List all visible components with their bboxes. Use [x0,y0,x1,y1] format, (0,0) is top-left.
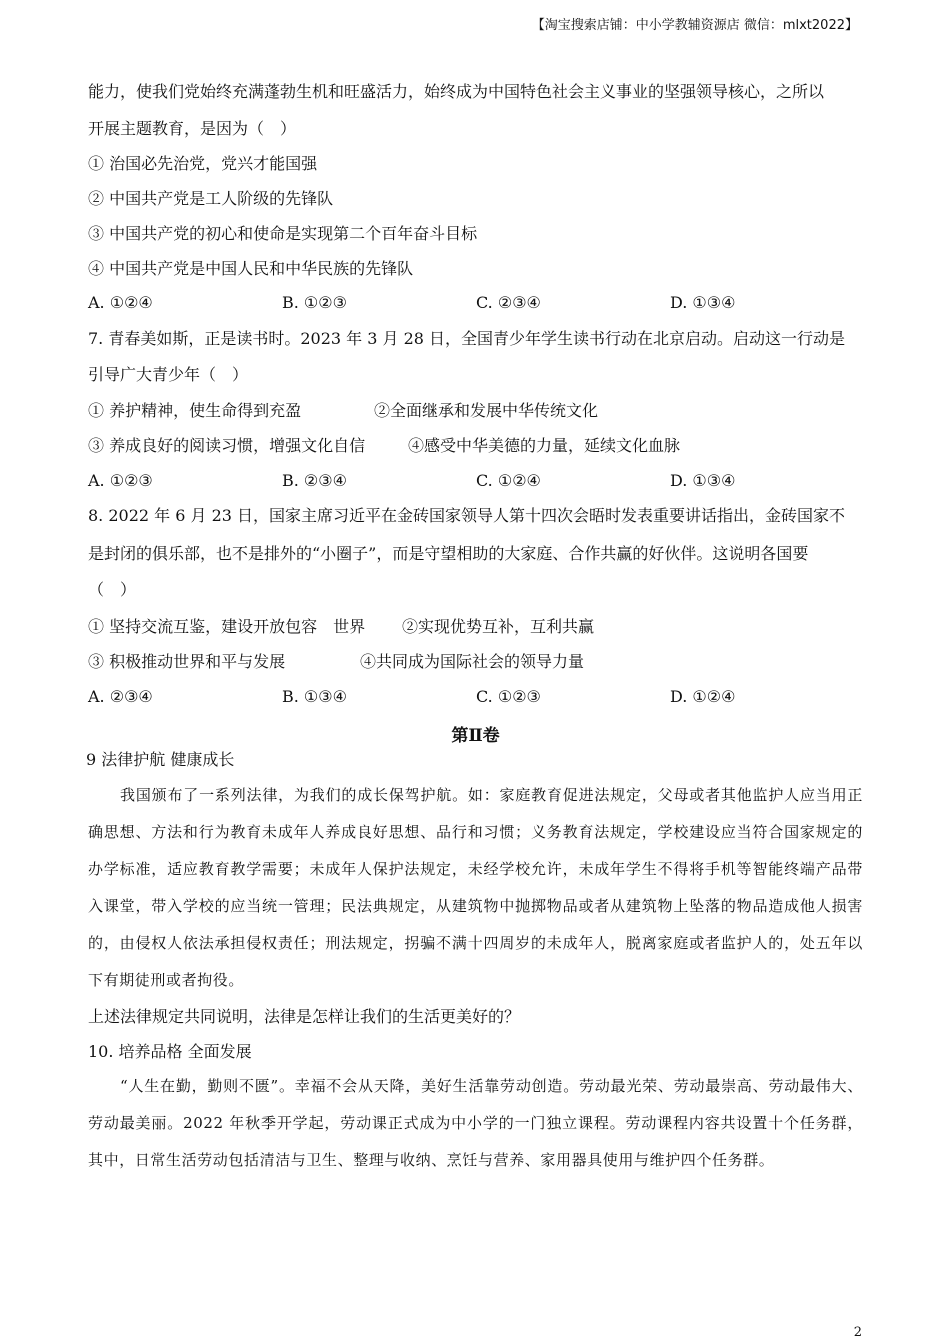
q6-option-c[interactable]: C. ②③④ [476,293,541,312]
q8-option-b[interactable]: B. ①③④ [282,687,347,706]
page-header: 【淘宝搜索店铺：中小学教辅资源店 微信：mlxt2022】 [531,18,858,33]
q7-item-4: ④感受中华美德的力量，延续文化血脉 [408,436,681,455]
q7-option-a[interactable]: A. ①②③ [88,471,153,490]
q9-title: 9 法律护航 健康成长 [86,750,235,769]
q8-item-4: ④共同成为国际社会的领导力量 [360,652,585,671]
q10-title: 10. 培养品格 全面发展 [88,1042,252,1061]
q6-stem-line2: 开展主题教育，是因为（ ） [88,119,297,138]
q7-stem-line2: 引导广大青少年（ ） [88,365,249,384]
page-number: 2 [853,1325,862,1340]
q8-item-2: ②实现优势互补，互利共赢 [402,617,595,636]
q7-item-1: ① 养护精神，使生命得到充盈 [88,401,302,420]
q6-item-1: ① 治国必先治党，党兴才能国强 [88,154,318,173]
q8-stem-line3: （ ） [88,580,137,599]
section-2-title: 第Ⅱ卷 [451,726,500,746]
q6-option-a[interactable]: A. ①②④ [88,293,153,312]
q9-question: 上述法律规定共同说明，法律是怎样让我们的生活更美好的？ [88,1007,521,1026]
q8-option-c[interactable]: C. ①②③ [476,687,541,706]
q7-stem-line1: 7. 青春美如斯，正是读书时。2023 年 3 月 28 日，全国青少年学生读书行动在北京启动。启动这一行动是 [88,329,846,348]
q8-stem-line1: 8. 2022 年 6 月 23 日，国家主席习近平在金砖国家领导人第十四次会晤时发表重要讲话指出，金砖国家不 [88,506,846,525]
q8-option-a[interactable]: A. ②③④ [88,687,153,706]
q8-item-1: ① 坚持交流互鉴，建设开放包容 世界 [88,617,366,636]
q6-item-3: ③ 中国共产党的初心和使命是实现第二个百年奋斗目标 [88,224,478,243]
q6-item-2: ② 中国共产党是工人阶级的先锋队 [88,189,334,208]
q7-option-c[interactable]: C. ①②④ [476,471,541,490]
q6-stem-line1: 能力，使我们党始终充满蓬勃生机和旺盛活力，始终成为中国特色社会主义事业的坚强领导核心，之所以 [88,82,825,101]
q6-option-d[interactable]: D. ①③④ [670,293,736,312]
q8-item-3: ③ 积极推动世界和平与发展 [88,652,286,671]
q7-option-b[interactable]: B. ②③④ [282,471,347,490]
q6-item-4: ④ 中国共产党是中国人民和中华民族的先锋队 [88,259,414,278]
q9-passage: 我国颁布了一系列法律，为我们的成长保驾护航。如：家庭教育促进法规定，父母或者其他监护人应当用正确思想、方法和行为教育未成年人养成良好思想、品行和习惯；义务教育法规定，学校建设应当符合国家规定的办学标准，适应教育教学需要；未成年人保护法规定，未经学校允许，未成年学生不得将手机等智能终端产品带入课堂，带入学校的应当统一管理；民法典规定，从建筑物中抛掷物品或者从建筑物上坠落的物品造成他人损害的，由侵权人依法承担侵权责任；刑法规定，拐骗不满十四周岁的未成年人，脱离家庭或者监护人的，处五年以下有期徒刑或者拘役。 [88,786,863,989]
q7-option-d[interactable]: D. ①③④ [670,471,736,490]
q7-item-2: ②全面继承和发展中华传统文化 [374,401,599,420]
q8-option-d[interactable]: D. ①②④ [670,687,736,706]
q10-passage: “人生在勤，勤则不匮”。幸福不会从天降，美好生活靠劳动创造。劳动最光荣、劳动最崇高、劳动最伟大、劳动最美丽。2022 年秋季开学起，劳动课正式成为中小学的一门独立课程。劳动课程内容共设置十个任务群，其中，日常生活劳动包括清洁与卫生、整理与收纳、烹饪与营养、家用器具使用与维护四个任务群。 [88,1077,863,1169]
q7-item-3: ③ 养成良好的阅读习惯，增强文化自信 [88,436,366,455]
q8-stem-line2: 是封闭的俱乐部，也不是排外的“小圈子”，而是守望相助的大家庭、合作共赢的好伙伴。这说明各国要 [88,544,809,563]
q6-option-b[interactable]: B. ①②③ [282,293,347,312]
